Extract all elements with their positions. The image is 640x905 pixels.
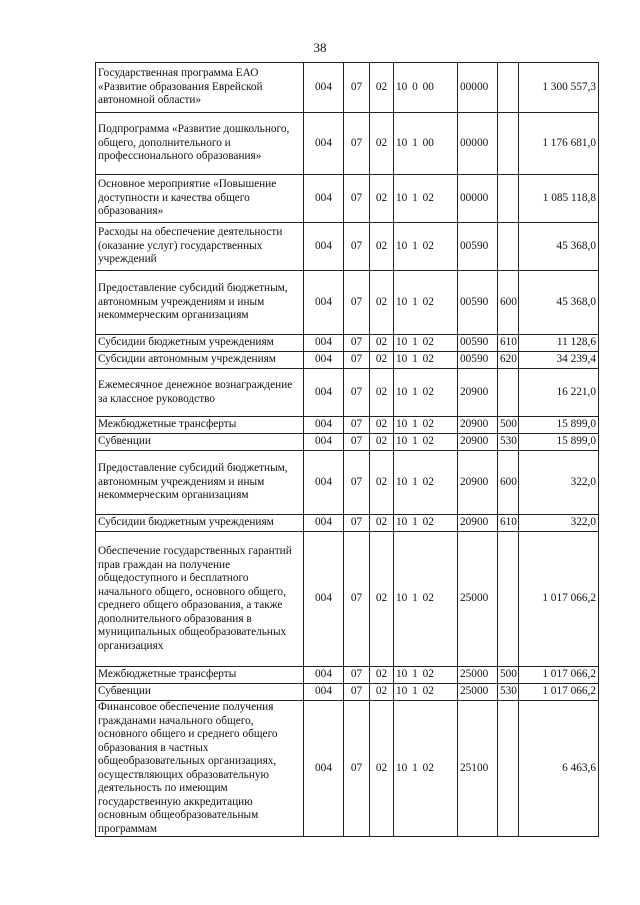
target-article-code: 10 1 02	[394, 271, 458, 335]
expense-type-code	[498, 369, 519, 417]
row-name: Ежемесячное денежное вознаграждение за классное руководство	[96, 369, 304, 417]
row-name: Подпрограмма «Развитие дошкольного, общего, дополнительного и профессионального образования»	[96, 113, 304, 175]
target-article-code: 10 1 02	[394, 701, 458, 837]
expense-direction-code: 00590	[458, 335, 498, 352]
subsection-code: 02	[370, 223, 394, 271]
table-row	[96, 369, 599, 417]
expense-direction-code: 20900	[458, 451, 498, 515]
amount: 11 128,6	[519, 335, 599, 352]
target-article-code: 10 1 02	[394, 352, 458, 369]
expense-type-code: 530	[498, 684, 519, 701]
amount: 15 899,0	[519, 417, 599, 434]
target-article-code: 10 1 02	[394, 515, 458, 532]
subsection-code: 02	[370, 335, 394, 352]
section-code: 07	[344, 451, 370, 515]
table-row	[96, 701, 599, 837]
section-code: 07	[344, 352, 370, 369]
row-name: Субсидии автономным учреждениям	[96, 352, 304, 369]
subsection-code: 02	[370, 369, 394, 417]
row-name: Основное мероприятие «Повышение доступности и качества общего образования»	[96, 175, 304, 223]
table-row	[96, 352, 599, 369]
row-name: Обеспечение государственных гарантий прав граждан на получение общедоступного и бесплатного начального общего, основного общего, среднего общего образования, а также дополнительного образования в муниципальных общеобразовательных организациях	[96, 532, 304, 667]
section-code: 07	[344, 113, 370, 175]
ministry-code: 004	[304, 451, 344, 515]
expense-type-code	[498, 532, 519, 667]
section-code: 07	[344, 667, 370, 684]
expense-type-code: 610	[498, 335, 519, 352]
expense-type-code: 600	[498, 271, 519, 335]
subsection-code: 02	[370, 63, 394, 113]
target-article-code: 10 1 02	[394, 684, 458, 701]
table-row	[96, 175, 599, 223]
budget-table	[95, 62, 599, 837]
budget-table-body	[96, 63, 599, 837]
ministry-code: 004	[304, 352, 344, 369]
subsection-code: 02	[370, 667, 394, 684]
section-code: 07	[344, 335, 370, 352]
expense-type-code: 610	[498, 515, 519, 532]
target-article-code: 10 1 00	[394, 113, 458, 175]
table-row	[96, 515, 599, 532]
table-row	[96, 335, 599, 352]
subsection-code: 02	[370, 684, 394, 701]
expense-direction-code: 25000	[458, 667, 498, 684]
table-row	[96, 434, 599, 451]
expense-type-code: 600	[498, 451, 519, 515]
expense-direction-code: 00590	[458, 223, 498, 271]
expense-direction-code: 00590	[458, 271, 498, 335]
ministry-code: 004	[304, 113, 344, 175]
expense-direction-code: 00590	[458, 352, 498, 369]
expense-direction-code: 25000	[458, 684, 498, 701]
section-code: 07	[344, 223, 370, 271]
row-name: Субвенции	[96, 434, 304, 451]
amount: 1 017 066,2	[519, 667, 599, 684]
section-code: 07	[344, 701, 370, 837]
amount: 15 899,0	[519, 434, 599, 451]
section-code: 07	[344, 532, 370, 667]
amount: 6 463,6	[519, 701, 599, 837]
table-row	[96, 532, 599, 667]
ministry-code: 004	[304, 515, 344, 532]
subsection-code: 02	[370, 532, 394, 667]
expense-direction-code: 20900	[458, 417, 498, 434]
target-article-code: 10 1 02	[394, 223, 458, 271]
expense-direction-code: 00000	[458, 175, 498, 223]
subsection-code: 02	[370, 175, 394, 223]
subsection-code: 02	[370, 271, 394, 335]
subsection-code: 02	[370, 434, 394, 451]
row-name: Предоставление субсидий бюджетным, автономным учреждениям и иным некоммерческим организациям	[96, 271, 304, 335]
target-article-code: 10 1 02	[394, 434, 458, 451]
ministry-code: 004	[304, 223, 344, 271]
expense-type-code: 500	[498, 417, 519, 434]
row-name: Межбюджетные трансферты	[96, 667, 304, 684]
table-row	[96, 451, 599, 515]
section-code: 07	[344, 417, 370, 434]
ministry-code: 004	[304, 63, 344, 113]
section-code: 07	[344, 684, 370, 701]
expense-direction-code: 25100	[458, 701, 498, 837]
row-name: Предоставление субсидий бюджетным, автономным учреждениям и иным некоммерческим организациям	[96, 451, 304, 515]
table-row	[96, 667, 599, 684]
row-name: Расходы на обеспечение деятельности (оказание услуг) государственных учреждений	[96, 223, 304, 271]
amount: 16 221,0	[519, 369, 599, 417]
table-row	[96, 223, 599, 271]
expense-direction-code: 20900	[458, 369, 498, 417]
expense-type-code	[498, 113, 519, 175]
expense-direction-code: 00000	[458, 63, 498, 113]
target-article-code: 10 1 02	[394, 369, 458, 417]
row-name: Финансовое обеспечение получения гражданами начального общего, основного общего и среднего общего образования в частных общеобразовательных организациях, осуществляющих образовательную деятельность по имеющим государственную аккредитацию основным общеобразовательным программам	[96, 701, 304, 837]
target-article-code: 10 1 02	[394, 451, 458, 515]
target-article-code: 10 1 02	[394, 175, 458, 223]
ministry-code: 004	[304, 684, 344, 701]
section-code: 07	[344, 175, 370, 223]
page-number: 38	[313, 40, 327, 55]
ministry-code: 004	[304, 369, 344, 417]
expense-direction-code: 20900	[458, 434, 498, 451]
target-article-code: 10 1 02	[394, 667, 458, 684]
amount: 45 368,0	[519, 271, 599, 335]
ministry-code: 004	[304, 335, 344, 352]
amount: 1 017 066,2	[519, 532, 599, 667]
section-code: 07	[344, 369, 370, 417]
subsection-code: 02	[370, 352, 394, 369]
amount: 1 017 066,2	[519, 684, 599, 701]
ministry-code: 004	[304, 701, 344, 837]
expense-direction-code: 20900	[458, 515, 498, 532]
ministry-code: 004	[304, 175, 344, 223]
subsection-code: 02	[370, 417, 394, 434]
subsection-code: 02	[370, 515, 394, 532]
amount: 322,0	[519, 515, 599, 532]
subsection-code: 02	[370, 113, 394, 175]
target-article-code: 10 1 02	[394, 532, 458, 667]
ministry-code: 004	[304, 532, 344, 667]
expense-direction-code: 25000	[458, 532, 498, 667]
ministry-code: 004	[304, 271, 344, 335]
amount: 1 300 557,3	[519, 63, 599, 113]
row-name: Субсидии бюджетным учреждениям	[96, 515, 304, 532]
table-row	[96, 113, 599, 175]
section-code: 07	[344, 63, 370, 113]
expense-type-code: 500	[498, 667, 519, 684]
table-row	[96, 63, 599, 113]
amount: 45 368,0	[519, 223, 599, 271]
row-name: Государственная программа ЕАО «Развитие образования Еврейской автономной области»	[96, 63, 304, 113]
subsection-code: 02	[370, 701, 394, 837]
target-article-code: 10 0 00	[394, 63, 458, 113]
subsection-code: 02	[370, 451, 394, 515]
row-name: Субвенции	[96, 684, 304, 701]
section-code: 07	[344, 434, 370, 451]
table-row	[96, 271, 599, 335]
expense-type-code	[498, 63, 519, 113]
target-article-code: 10 1 02	[394, 335, 458, 352]
ministry-code: 004	[304, 417, 344, 434]
expense-direction-code: 00000	[458, 113, 498, 175]
expense-type-code	[498, 701, 519, 837]
section-code: 07	[344, 515, 370, 532]
section-code: 07	[344, 271, 370, 335]
amount: 322,0	[519, 451, 599, 515]
row-name: Субсидии бюджетным учреждениям	[96, 335, 304, 352]
expense-type-code	[498, 223, 519, 271]
ministry-code: 004	[304, 667, 344, 684]
amount: 1 176 681,0	[519, 113, 599, 175]
amount: 1 085 118,8	[519, 175, 599, 223]
ministry-code: 004	[304, 434, 344, 451]
expense-type-code: 620	[498, 352, 519, 369]
table-row	[96, 417, 599, 434]
expense-type-code	[498, 175, 519, 223]
expense-type-code: 530	[498, 434, 519, 451]
amount: 34 239,4	[519, 352, 599, 369]
target-article-code: 10 1 02	[394, 417, 458, 434]
row-name: Межбюджетные трансферты	[96, 417, 304, 434]
table-row	[96, 684, 599, 701]
